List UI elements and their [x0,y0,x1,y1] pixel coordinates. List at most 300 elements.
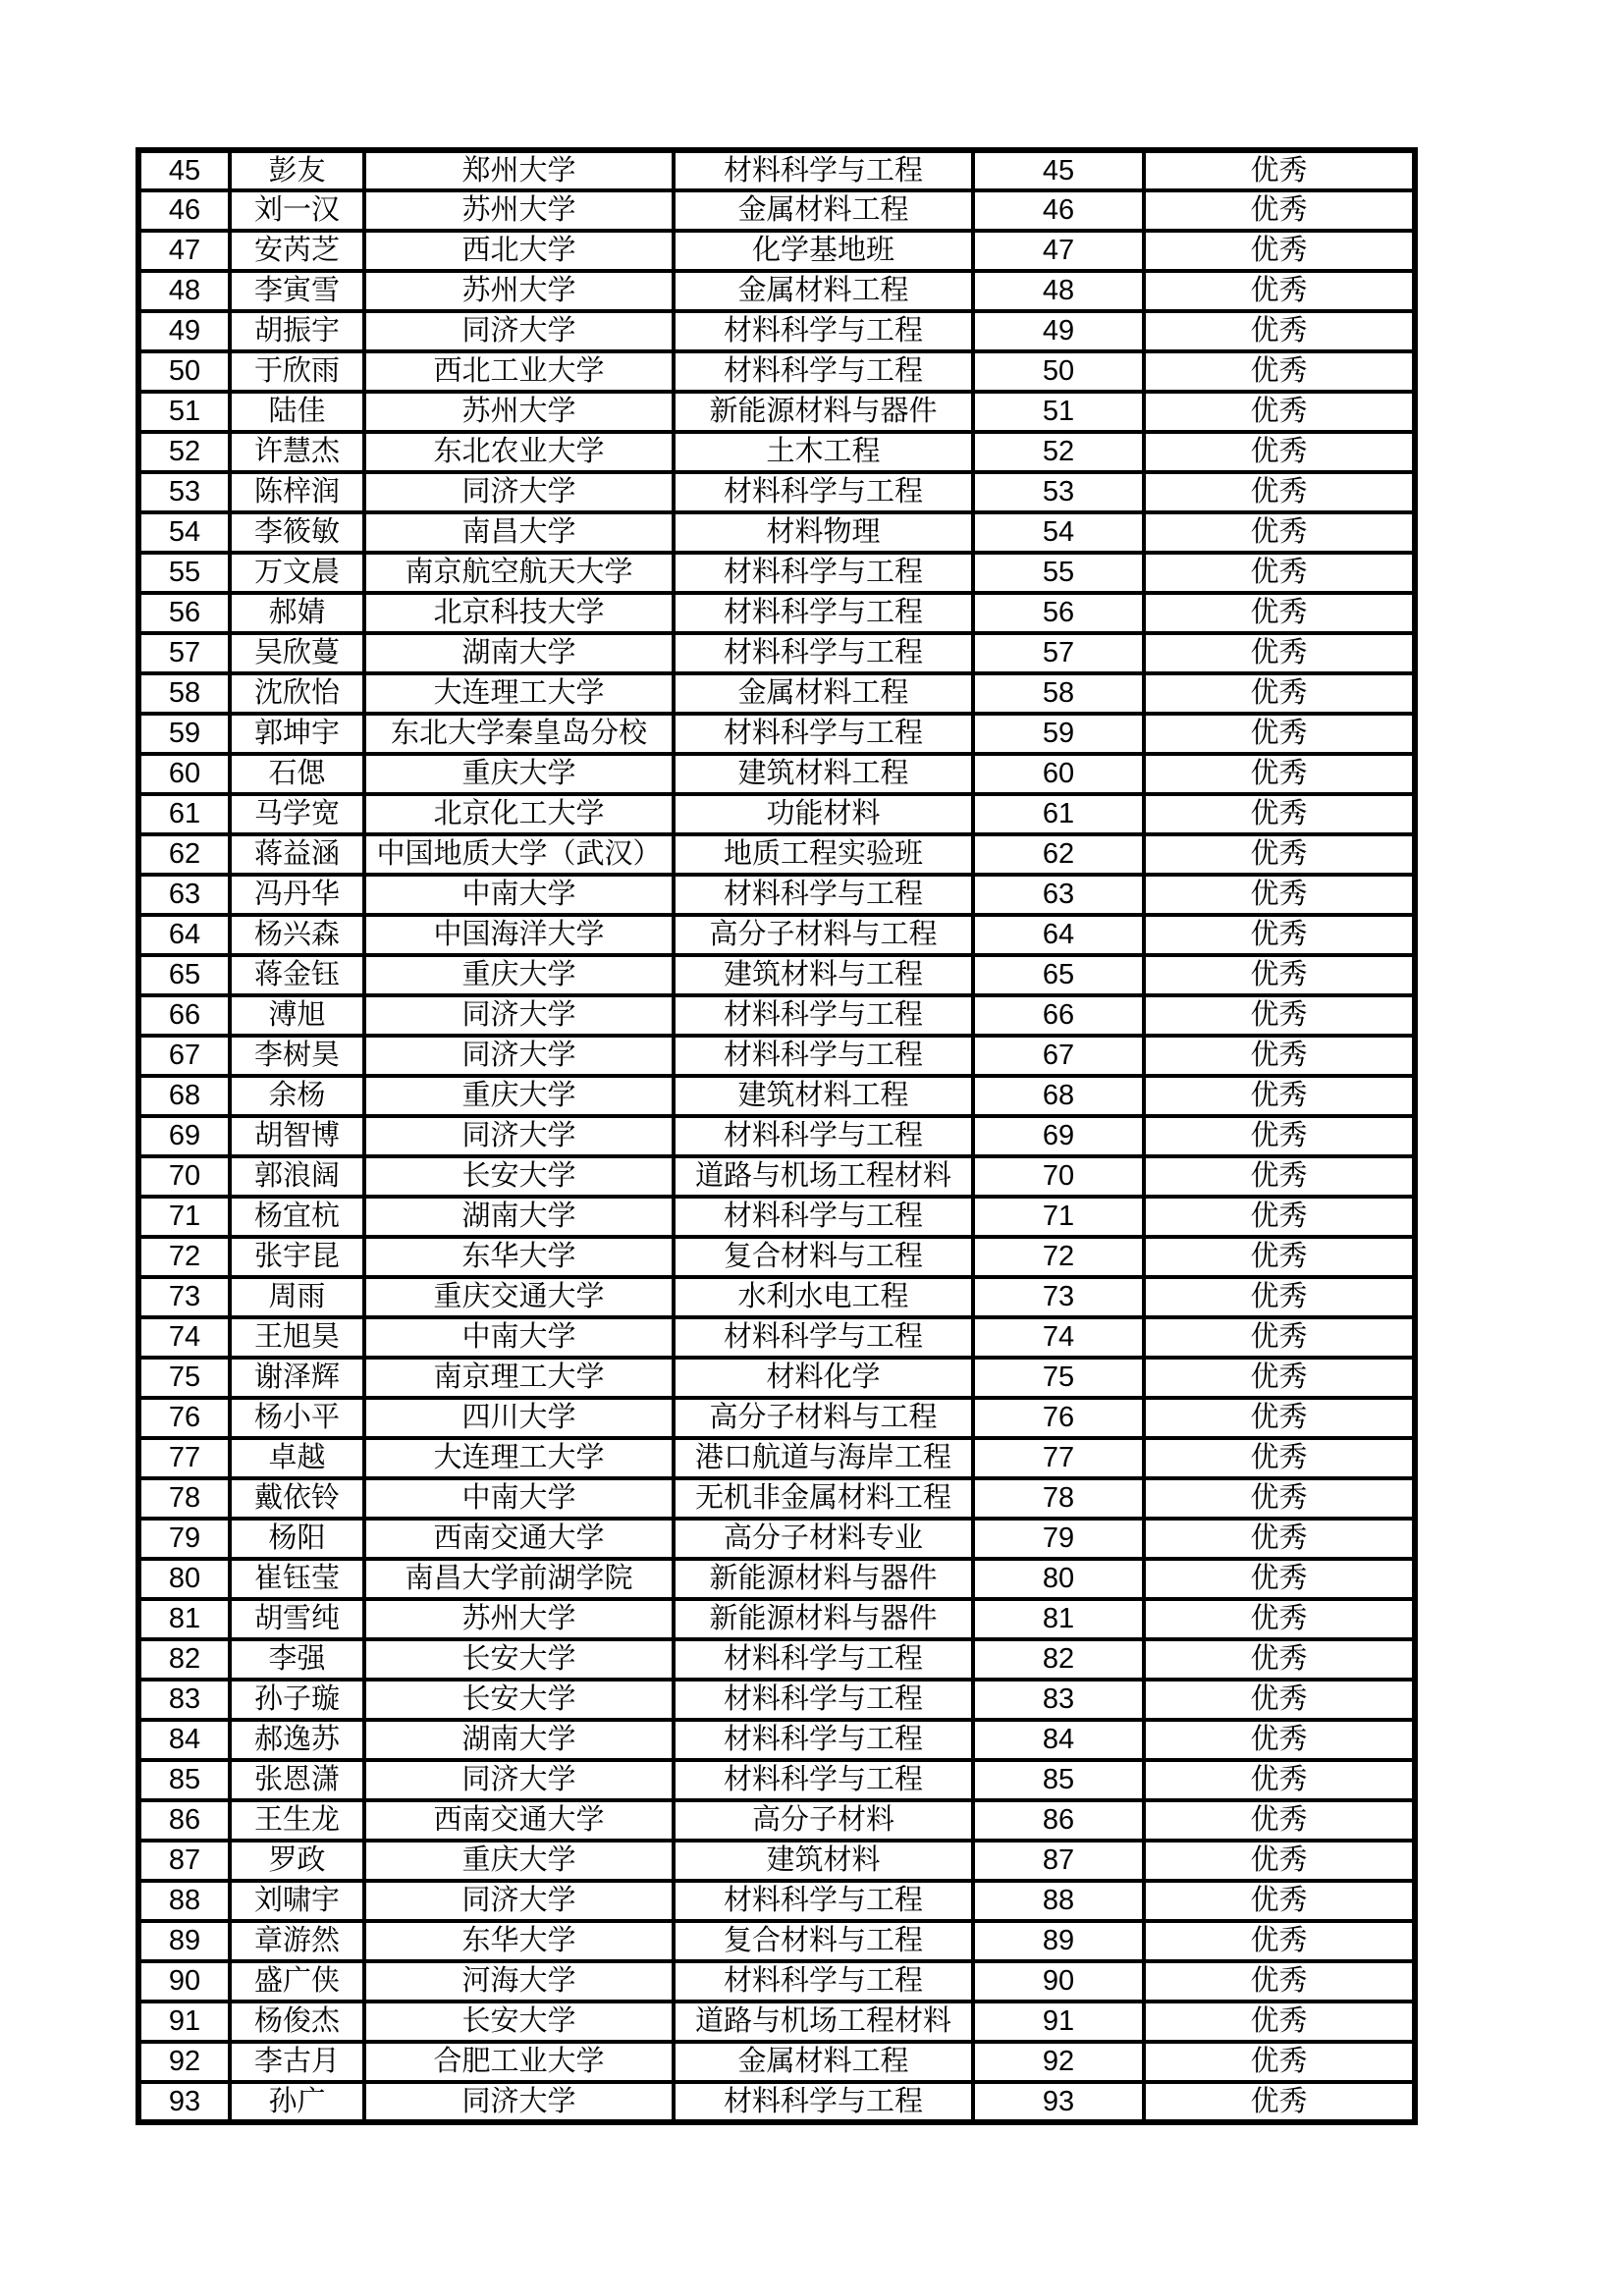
status-cell: 优秀 [1144,1438,1415,1478]
university-cell: 湖南大学 [364,633,674,673]
university-cell: 南昌大学 [364,512,674,553]
name-cell: 王生龙 [230,1800,364,1841]
university-cell: 苏州大学 [364,271,674,311]
rank-cell: 92 [138,2042,230,2082]
rank-repeat-cell: 77 [973,1438,1144,1478]
major-cell: 材料科学与工程 [674,593,973,633]
name-cell: 杨小平 [230,1398,364,1438]
university-cell: 同济大学 [364,995,674,1036]
table-row [138,2082,1415,2122]
major-cell: 新能源材料与器件 [674,1559,973,1599]
rank-repeat-cell: 79 [973,1519,1144,1559]
table-row [138,1720,1415,1760]
rank-repeat-cell: 45 [973,150,1144,190]
rank-cell: 64 [138,915,230,955]
university-cell: 北京科技大学 [364,593,674,633]
rank-cell: 81 [138,1599,230,1639]
name-cell: 于欣雨 [230,351,364,392]
status-cell: 优秀 [1144,1639,1415,1680]
rank-repeat-cell: 58 [973,673,1144,714]
major-cell: 建筑材料 [674,1841,973,1881]
rank-repeat-cell: 50 [973,351,1144,392]
status-cell: 优秀 [1144,673,1415,714]
name-cell: 谢泽辉 [230,1358,364,1398]
name-cell: 罗政 [230,1841,364,1881]
status-cell: 优秀 [1144,1881,1415,1921]
name-cell: 杨俊杰 [230,2002,364,2042]
name-cell: 沈欣怡 [230,673,364,714]
major-cell: 土木工程 [674,432,973,472]
rank-repeat-cell: 67 [973,1036,1144,1076]
rank-cell: 57 [138,633,230,673]
status-cell: 优秀 [1144,1800,1415,1841]
major-cell: 新能源材料与器件 [674,1599,973,1639]
status-cell: 优秀 [1144,190,1415,231]
table-row [138,432,1415,472]
major-cell: 材料科学与工程 [674,553,973,593]
major-cell: 材料科学与工程 [674,1760,973,1800]
rank-cell: 84 [138,1720,230,1760]
rank-cell: 60 [138,754,230,794]
table-row [138,150,1415,190]
university-cell: 长安大学 [364,1639,674,1680]
status-cell: 优秀 [1144,150,1415,190]
university-cell: 中国海洋大学 [364,915,674,955]
rank-repeat-cell: 73 [973,1277,1144,1317]
major-cell: 无机非金属材料工程 [674,1478,973,1519]
name-cell: 郝逸苏 [230,1720,364,1760]
name-cell: 刘啸宇 [230,1881,364,1921]
university-cell: 湖南大学 [364,1197,674,1237]
major-cell: 化学基地班 [674,231,973,271]
rank-cell: 89 [138,1921,230,1961]
table-row [138,512,1415,553]
rank-cell: 50 [138,351,230,392]
rank-cell: 71 [138,1197,230,1237]
name-cell: 胡雪纯 [230,1599,364,1639]
rank-repeat-cell: 60 [973,754,1144,794]
university-cell: 东华大学 [364,1237,674,1277]
table-row [138,351,1415,392]
major-cell: 功能材料 [674,794,973,834]
university-cell: 重庆大学 [364,1841,674,1881]
major-cell: 材料科学与工程 [674,1317,973,1358]
major-cell: 材料科学与工程 [674,1116,973,1156]
name-cell: 胡智博 [230,1116,364,1156]
major-cell: 新能源材料与器件 [674,392,973,432]
table-row [138,2002,1415,2042]
table-row [138,955,1415,995]
status-cell: 优秀 [1144,2042,1415,2082]
university-cell: 西南交通大学 [364,1800,674,1841]
university-cell: 苏州大学 [364,190,674,231]
status-cell: 优秀 [1144,2082,1415,2122]
name-cell: 李树昊 [230,1036,364,1076]
university-cell: 苏州大学 [364,1599,674,1639]
university-cell: 西北大学 [364,231,674,271]
rank-repeat-cell: 66 [973,995,1144,1036]
name-cell: 蒋益涵 [230,834,364,875]
status-cell: 优秀 [1144,432,1415,472]
name-cell: 杨宜杭 [230,1197,364,1237]
rank-cell: 72 [138,1237,230,1277]
major-cell: 道路与机场工程材料 [674,1156,973,1197]
university-cell: 苏州大学 [364,392,674,432]
table-row [138,1921,1415,1961]
status-cell: 优秀 [1144,271,1415,311]
university-cell: 中南大学 [364,875,674,915]
university-cell: 同济大学 [364,311,674,351]
major-cell: 材料科学与工程 [674,2082,973,2122]
status-cell: 优秀 [1144,1197,1415,1237]
status-cell: 优秀 [1144,1036,1415,1076]
roster-table [135,147,1418,2125]
major-cell: 材料科学与工程 [674,875,973,915]
rank-cell: 45 [138,150,230,190]
name-cell: 冯丹华 [230,875,364,915]
status-cell: 优秀 [1144,1961,1415,2002]
table-row [138,1961,1415,2002]
name-cell: 孙广 [230,2082,364,2122]
rank-repeat-cell: 48 [973,271,1144,311]
table-row [138,995,1415,1036]
rank-cell: 75 [138,1358,230,1398]
table-row [138,754,1415,794]
rank-cell: 93 [138,2082,230,2122]
rank-repeat-cell: 78 [973,1478,1144,1519]
major-cell: 水利水电工程 [674,1277,973,1317]
table-row [138,1760,1415,1800]
university-cell: 东华大学 [364,1921,674,1961]
major-cell: 材料科学与工程 [674,351,973,392]
rank-cell: 46 [138,190,230,231]
rank-repeat-cell: 85 [973,1760,1144,1800]
rank-cell: 73 [138,1277,230,1317]
rank-repeat-cell: 56 [973,593,1144,633]
table-row [138,1317,1415,1358]
rank-cell: 58 [138,673,230,714]
major-cell: 金属材料工程 [674,2042,973,2082]
name-cell: 吴欣蔓 [230,633,364,673]
table-row [138,633,1415,673]
table-row [138,1398,1415,1438]
major-cell: 金属材料工程 [674,271,973,311]
name-cell: 刘一汉 [230,190,364,231]
rank-repeat-cell: 57 [973,633,1144,673]
university-cell: 同济大学 [364,1116,674,1156]
name-cell: 郭坤宇 [230,714,364,754]
rank-cell: 87 [138,1841,230,1881]
roster-table-body [138,150,1415,2122]
rank-repeat-cell: 64 [973,915,1144,955]
table-row [138,1438,1415,1478]
table-row [138,1478,1415,1519]
rank-cell: 80 [138,1559,230,1599]
status-cell: 优秀 [1144,1277,1415,1317]
name-cell: 周雨 [230,1277,364,1317]
university-cell: 中南大学 [364,1478,674,1519]
major-cell: 材料科学与工程 [674,714,973,754]
table-row [138,2042,1415,2082]
rank-repeat-cell: 76 [973,1398,1144,1438]
rank-cell: 53 [138,472,230,512]
table-row [138,1841,1415,1881]
rank-cell: 85 [138,1760,230,1800]
status-cell: 优秀 [1144,1841,1415,1881]
table-row [138,1036,1415,1076]
table-row [138,834,1415,875]
table-row [138,472,1415,512]
rank-cell: 74 [138,1317,230,1358]
name-cell: 盛广侠 [230,1961,364,2002]
rank-cell: 83 [138,1680,230,1720]
name-cell: 王旭昊 [230,1317,364,1358]
table-row [138,1156,1415,1197]
university-cell: 湖南大学 [364,1720,674,1760]
major-cell: 材料化学 [674,1358,973,1398]
name-cell: 杨兴森 [230,915,364,955]
major-cell: 地质工程实验班 [674,834,973,875]
table-row [138,1519,1415,1559]
table-row [138,190,1415,231]
status-cell: 优秀 [1144,1358,1415,1398]
university-cell: 西北工业大学 [364,351,674,392]
rank-cell: 70 [138,1156,230,1197]
university-cell: 大连理工大学 [364,673,674,714]
table-row [138,271,1415,311]
rank-repeat-cell: 53 [973,472,1144,512]
status-cell: 优秀 [1144,231,1415,271]
rank-cell: 76 [138,1398,230,1438]
status-cell: 优秀 [1144,714,1415,754]
status-cell: 优秀 [1144,995,1415,1036]
rank-cell: 47 [138,231,230,271]
major-cell: 材料物理 [674,512,973,553]
status-cell: 优秀 [1144,754,1415,794]
rank-repeat-cell: 81 [973,1599,1144,1639]
rank-cell: 51 [138,392,230,432]
table-row [138,1116,1415,1156]
status-cell: 优秀 [1144,1760,1415,1800]
major-cell: 金属材料工程 [674,190,973,231]
rank-cell: 65 [138,955,230,995]
rank-repeat-cell: 91 [973,2002,1144,2042]
name-cell: 李强 [230,1639,364,1680]
rank-cell: 66 [138,995,230,1036]
university-cell: 长安大学 [364,1680,674,1720]
rank-repeat-cell: 70 [973,1156,1144,1197]
major-cell: 港口航道与海岸工程 [674,1438,973,1478]
university-cell: 同济大学 [364,1760,674,1800]
status-cell: 优秀 [1144,472,1415,512]
table-row [138,1559,1415,1599]
rank-cell: 61 [138,794,230,834]
table-row [138,553,1415,593]
table-row [138,231,1415,271]
status-cell: 优秀 [1144,1116,1415,1156]
table-row [138,1237,1415,1277]
major-cell: 高分子材料与工程 [674,1398,973,1438]
name-cell: 陆佳 [230,392,364,432]
rank-repeat-cell: 75 [973,1358,1144,1398]
name-cell: 郝婧 [230,593,364,633]
rank-repeat-cell: 47 [973,231,1144,271]
rank-repeat-cell: 55 [973,553,1144,593]
rank-repeat-cell: 80 [973,1559,1144,1599]
rank-cell: 88 [138,1881,230,1921]
university-cell: 长安大学 [364,2002,674,2042]
major-cell: 复合材料与工程 [674,1237,973,1277]
rank-repeat-cell: 84 [973,1720,1144,1760]
university-cell: 西南交通大学 [364,1519,674,1559]
rank-cell: 67 [138,1036,230,1076]
name-cell: 蒋金钰 [230,955,364,995]
rank-repeat-cell: 93 [973,2082,1144,2122]
name-cell: 戴依铃 [230,1478,364,1519]
name-cell: 万文晨 [230,553,364,593]
rank-cell: 79 [138,1519,230,1559]
major-cell: 材料科学与工程 [674,311,973,351]
status-cell: 优秀 [1144,1317,1415,1358]
status-cell: 优秀 [1144,553,1415,593]
table-row [138,673,1415,714]
major-cell: 道路与机场工程材料 [674,2002,973,2042]
rank-cell: 78 [138,1478,230,1519]
status-cell: 优秀 [1144,351,1415,392]
rank-repeat-cell: 90 [973,1961,1144,2002]
rank-repeat-cell: 51 [973,392,1144,432]
university-cell: 重庆大学 [364,1076,674,1116]
university-cell: 郑州大学 [364,150,674,190]
rank-repeat-cell: 69 [973,1116,1144,1156]
status-cell: 优秀 [1144,633,1415,673]
status-cell: 优秀 [1144,1398,1415,1438]
status-cell: 优秀 [1144,1921,1415,1961]
name-cell: 章游然 [230,1921,364,1961]
university-cell: 重庆大学 [364,754,674,794]
status-cell: 优秀 [1144,1720,1415,1760]
table-row [138,714,1415,754]
name-cell: 孙子璇 [230,1680,364,1720]
university-cell: 东北农业大学 [364,432,674,472]
rank-repeat-cell: 82 [973,1639,1144,1680]
major-cell: 高分子材料 [674,1800,973,1841]
rank-repeat-cell: 46 [973,190,1144,231]
university-cell: 东北大学秦皇岛分校 [364,714,674,754]
rank-repeat-cell: 54 [973,512,1144,553]
rank-repeat-cell: 63 [973,875,1144,915]
university-cell: 中国地质大学（武汉） [364,834,674,875]
name-cell: 杨阳 [230,1519,364,1559]
rank-cell: 69 [138,1116,230,1156]
university-cell: 同济大学 [364,1036,674,1076]
name-cell: 张宇昆 [230,1237,364,1277]
table-row [138,593,1415,633]
rank-cell: 77 [138,1438,230,1478]
rank-repeat-cell: 68 [973,1076,1144,1116]
rank-repeat-cell: 59 [973,714,1144,754]
name-cell: 陈梓润 [230,472,364,512]
rank-repeat-cell: 88 [973,1881,1144,1921]
name-cell: 马学宽 [230,794,364,834]
table-row [138,1358,1415,1398]
table-row [138,311,1415,351]
status-cell: 优秀 [1144,915,1415,955]
major-cell: 材料科学与工程 [674,1639,973,1680]
name-cell: 李古月 [230,2042,364,2082]
rank-cell: 82 [138,1639,230,1680]
rank-cell: 49 [138,311,230,351]
name-cell: 安芮芝 [230,231,364,271]
name-cell: 郭浪阔 [230,1156,364,1197]
major-cell: 材料科学与工程 [674,1881,973,1921]
rank-cell: 91 [138,2002,230,2042]
rank-repeat-cell: 61 [973,794,1144,834]
major-cell: 材料科学与工程 [674,1961,973,2002]
university-cell: 合肥工业大学 [364,2042,674,2082]
major-cell: 材料科学与工程 [674,1680,973,1720]
rank-repeat-cell: 71 [973,1197,1144,1237]
major-cell: 材料科学与工程 [674,472,973,512]
major-cell: 材料科学与工程 [674,1720,973,1760]
status-cell: 优秀 [1144,1519,1415,1559]
name-cell: 石偲 [230,754,364,794]
major-cell: 建筑材料与工程 [674,955,973,995]
table-row [138,1639,1415,1680]
rank-repeat-cell: 83 [973,1680,1144,1720]
status-cell: 优秀 [1144,1156,1415,1197]
university-cell: 河海大学 [364,1961,674,2002]
status-cell: 优秀 [1144,1076,1415,1116]
status-cell: 优秀 [1144,834,1415,875]
major-cell: 材料科学与工程 [674,633,973,673]
table-row [138,392,1415,432]
rank-repeat-cell: 49 [973,311,1144,351]
university-cell: 重庆交通大学 [364,1277,674,1317]
university-cell: 北京化工大学 [364,794,674,834]
university-cell: 重庆大学 [364,955,674,995]
university-cell: 同济大学 [364,472,674,512]
rank-repeat-cell: 52 [973,432,1144,472]
name-cell: 崔钰莹 [230,1559,364,1599]
university-cell: 南昌大学前湖学院 [364,1559,674,1599]
university-cell: 四川大学 [364,1398,674,1438]
rank-repeat-cell: 74 [973,1317,1144,1358]
status-cell: 优秀 [1144,593,1415,633]
rank-cell: 68 [138,1076,230,1116]
university-cell: 南京理工大学 [364,1358,674,1398]
status-cell: 优秀 [1144,512,1415,553]
table-row [138,1800,1415,1841]
table-row [138,1680,1415,1720]
rank-repeat-cell: 87 [973,1841,1144,1881]
major-cell: 材料科学与工程 [674,1036,973,1076]
name-cell: 彭友 [230,150,364,190]
table-row [138,794,1415,834]
table-row [138,1076,1415,1116]
name-cell: 溥旭 [230,995,364,1036]
rank-cell: 90 [138,1961,230,2002]
table-row [138,1197,1415,1237]
status-cell: 优秀 [1144,794,1415,834]
status-cell: 优秀 [1144,311,1415,351]
major-cell: 材料科学与工程 [674,1197,973,1237]
status-cell: 优秀 [1144,955,1415,995]
name-cell: 李寅雪 [230,271,364,311]
major-cell: 建筑材料工程 [674,1076,973,1116]
status-cell: 优秀 [1144,392,1415,432]
name-cell: 胡振宇 [230,311,364,351]
